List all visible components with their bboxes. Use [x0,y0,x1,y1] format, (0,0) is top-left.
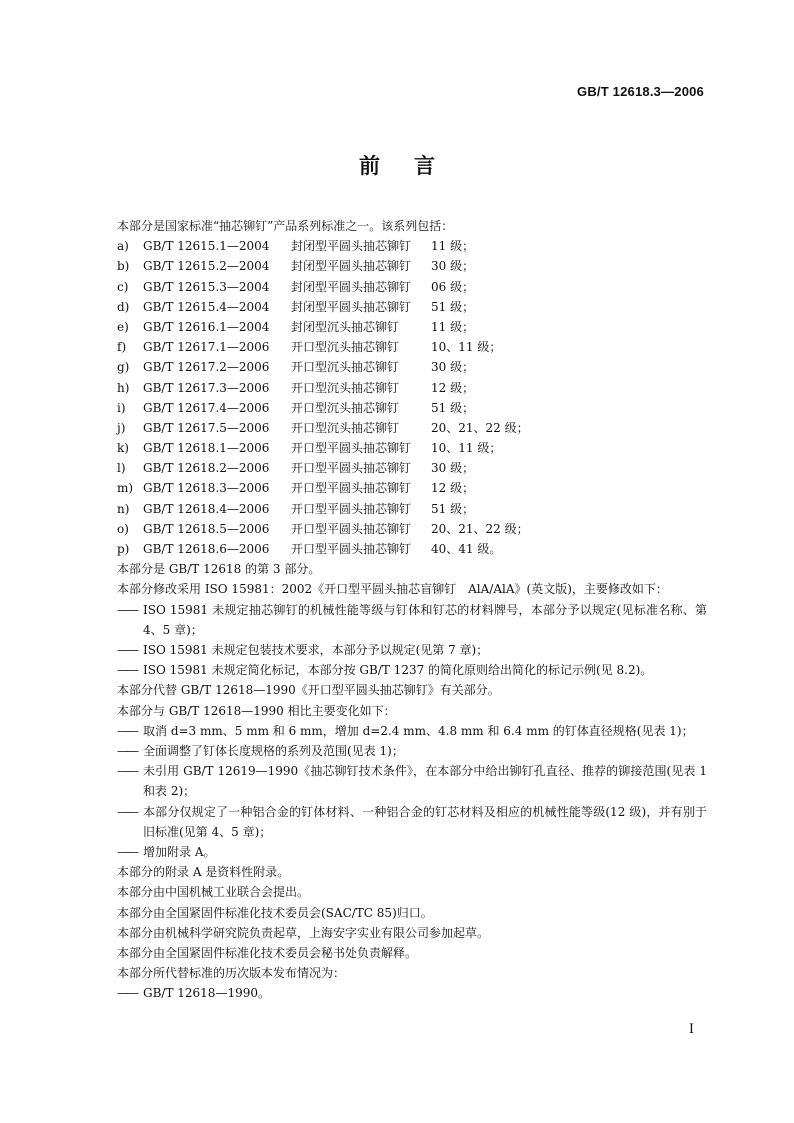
dash-item [117,842,707,862]
dash-item [117,983,707,1003]
dash-mark: —— [117,723,137,738]
standard-code: GB/T 12618.3—2006 [577,84,704,99]
standard-ref: GB/T 12615.3—2004 [143,279,270,294]
grade: 51 级； [431,400,475,415]
grade: 12 级； [431,481,475,496]
list-item [117,236,707,256]
product-name: 开口型平圆头抽芯铆钉 [291,542,412,556]
closing-paragraphs [117,862,707,983]
product-name: 开口型沉头抽芯铆钉 [291,340,400,355]
dash-mark: —— [117,743,137,758]
dash-mark: —— [117,663,137,678]
item-label: n) [117,501,130,516]
paragraph: 本部分所代替标准的历次版本发布情况为： [117,966,346,981]
dash-text: ISO 15981 未规定简化标记，本部分按 GB/T 1237 的简化原则给出简化的标记示例(见 8.2)。 [143,663,653,678]
product-name: 开口型平圆头抽芯铆钉 [291,521,412,536]
adopt-note: 本部分修改采用 ISO 15981：2002《开口型平圆头抽芯盲铆钉 AlA/AlA》(英文版)，主要修改如下： [117,582,668,597]
product-name: 封闭型平圆头抽芯铆钉 [291,299,412,314]
item-label: a) [117,239,129,254]
product-name: 封闭型平圆头抽芯铆钉 [291,279,412,294]
list-item [117,297,707,317]
paragraph: 本部分由全国紧固件标准化技术委员会(SAC/TC 85)归口。 [117,905,433,920]
grade: 11 级； [431,239,475,254]
grade: 20、21、22 级； [431,420,529,435]
list-item [117,357,707,377]
dash-item [117,802,707,842]
item-label: p) [117,542,130,556]
product-name: 封闭型平圆头抽芯铆钉 [291,259,412,274]
dash-text: 全面调整了钉体长度规格的系列及范围(见表 1)； [143,743,404,758]
grade: 11 级； [431,319,475,334]
dash-item [117,741,707,761]
adopt-changes-list [117,600,707,681]
item-label: c) [117,279,129,294]
list-item [117,398,707,418]
paragraph: 本部分由全国紧固件标准化技术委员会秘书处负责解释。 [117,945,418,960]
product-name: 开口型沉头抽芯铆钉 [291,360,400,375]
item-label: f) [117,340,127,355]
dash-mark: —— [117,642,137,657]
item-label: i) [117,400,126,415]
list-item [117,256,707,276]
standard-ref: GB/T 12617.4—2006 [143,400,270,415]
item-label: b) [117,259,130,274]
grade: 30 级； [431,360,475,375]
history-list [117,983,707,1003]
paragraph: 本部分由中国机械工业联合会提出。 [117,885,310,900]
grade: 20、21、22 级； [431,521,529,536]
item-label: d) [117,299,130,314]
grade: 12 级； [431,380,475,395]
standard-ref: GB/T 12617.1—2006 [143,340,270,355]
item-label: m) [117,481,134,496]
standard-ref: GB/T 12615.2—2004 [143,259,270,274]
paragraph: 本部分由机械科学研究院负责起草，上海安字实业有限公司参加起草。 [117,925,490,940]
standard-ref: GB/T 12616.1—2004 [143,319,270,334]
page-folio: I [688,1022,694,1037]
dash-mark: —— [117,986,137,1001]
dash-item [117,721,707,741]
grade: 51 级； [431,501,475,516]
grade: 10、11 级； [431,441,502,456]
item-label: o) [117,521,129,536]
grade: 30 级； [431,259,475,274]
list-item [117,499,707,519]
dash-mark: —— [117,844,137,859]
intro-paragraph: 本部分是国家标准“抽芯铆钉”产品系列标准之一。该系列包括： [117,219,454,233]
dash-item [117,640,707,660]
series-list [117,236,707,559]
standard-ref: GB/T 12618.4—2006 [143,501,270,516]
list-item [117,438,707,458]
part-note: 本部分是 GB/T 12618 的第 3 部分。 [117,562,321,577]
list-item [117,539,707,559]
dash-text: ISO 15981 未规定包装技术要求，本部分予以规定(见第 7 章)； [143,642,489,657]
product-name: 开口型沉头抽芯铆钉 [291,420,400,435]
standard-ref: GB/T 12618.3—2006 [143,481,270,496]
standard-ref: GB/T 12618.2—2006 [143,461,270,476]
list-item [117,458,707,478]
compare-note: 本部分与 GB/T 12618—1990 相比主要变化如下： [117,703,396,718]
list-item [117,337,707,357]
replace-note: 本部分代替 GB/T 12618—1990《开口型平圆头抽芯铆钉》有关部分。 [117,683,500,698]
list-item [117,519,707,539]
standard-ref: GB/T 12618.5—2006 [143,521,270,536]
dash-text: 本部分仅规定了一种铝合金的钉体材料、一种铝合金的钉芯材料及相应的机械性能等级(12 级)，并有别于旧标准(见第 4、5 章)； [143,804,707,839]
standard-ref: GB/T 12617.2—2006 [143,360,270,375]
list-item [117,478,707,498]
grade: 51 级； [431,299,475,314]
dash-mark: —— [117,602,137,617]
product-name: 封闭型平圆头抽芯铆钉 [291,239,412,254]
standard-ref: GB/T 12615.4—2004 [143,299,270,314]
dash-mark: —— [117,764,137,779]
dash-item [117,660,707,680]
page-title: 前言 [359,154,469,178]
dash-text: GB/T 12618—1990。 [143,986,270,1001]
product-name: 开口型平圆头抽芯铆钉 [291,441,412,456]
product-name: 开口型沉头抽芯铆钉 [291,380,400,395]
dash-text: 未引用 GB/T 12619—1990《抽芯铆钉技术条件》，在本部分中给出铆钉孔直径、推荐的铆接范围(见表 1 和表 2)； [143,764,707,799]
paragraph: 本部分的附录 A 是资料性附录。 [117,865,290,880]
dash-text: 增加附录 A。 [143,844,216,859]
compare-changes-list [117,721,707,862]
dash-item [117,761,707,801]
item-label: l) [117,461,126,476]
item-label: h) [117,380,130,395]
standard-ref: GB/T 12615.1—2004 [143,239,270,254]
grade: 30 级； [431,461,475,476]
standard-ref: GB/T 12618.1—2006 [143,441,270,456]
product-name: 开口型平圆头抽芯铆钉 [291,481,412,496]
dash-text: ISO 15981 未规定抽芯铆钉的机械性能等级与钉体和钉芯的材料牌号，本部分予以规定(见标准名称、第 4、5 章)； [143,602,707,637]
list-item [117,277,707,297]
preface-body [117,216,707,1004]
product-name: 开口型平圆头抽芯铆钉 [291,501,412,516]
item-label: j) [117,420,126,435]
dash-text: 取消 d=3 mm、5 mm 和 6 mm，增加 d=2.4 mm、4.8 mm 和 6.4 mm 的钉体直径规格(见表 1)； [143,723,694,738]
standard-ref: GB/T 12617.5—2006 [143,420,270,435]
item-label: k) [117,441,129,456]
dash-item [117,600,707,640]
list-item [117,378,707,398]
standard-ref: GB/T 12617.3—2006 [143,380,270,395]
product-name: 开口型平圆头抽芯铆钉 [291,461,412,476]
product-name: 开口型沉头抽芯铆钉 [291,400,400,415]
product-name: 封闭型沉头抽芯铆钉 [291,319,400,334]
list-item [117,418,707,438]
dash-mark: —— [117,804,137,819]
item-label: e) [117,319,129,334]
standard-ref: GB/T 12618.6—2006 [143,542,270,556]
grade: 10、11 级； [431,340,502,355]
grade: 06 级； [431,279,475,294]
item-label: g) [117,360,130,375]
list-item [117,317,707,337]
grade: 40、41 级。 [431,542,502,556]
